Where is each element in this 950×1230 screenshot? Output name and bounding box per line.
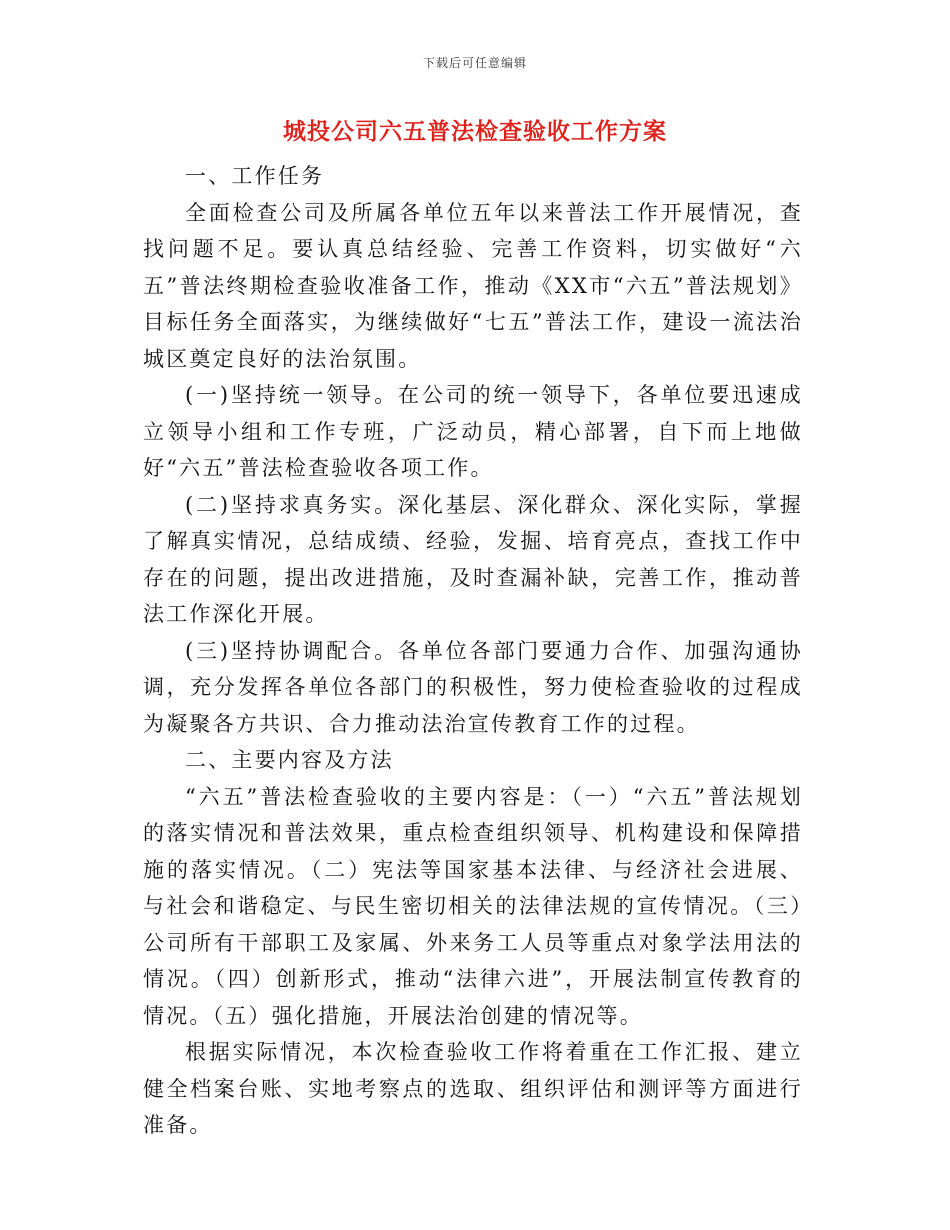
section-heading-tasks: 一、工作任务 — [185, 164, 325, 188]
paragraph-overview: 全面检查公司及所属各单位五年以来普法工作开展情况，查找问题不足。要认真总结经验、完善工作资料，切实做好“六五”普法终期检查验收准备工作，推动《XX市“六五”普法规划》目标任务全面落实，为继续做好“七五”普法工作，建设一流法治城区奠定良好的法治氛围。 — [143, 200, 803, 371]
paragraph-unified-leadership: (一)坚持统一领导。在公司的统一领导下，各单位要迅速成立领导小组和工作专班，广泛动员，精心部署，自下而上地做好“六五”普法检查验收各项工作。 — [143, 383, 803, 480]
paragraph-coordination: (三)坚持协调配合。各单位各部门要通力合作、加强沟通协调，充分发挥各单位各部门的积极性，努力使检查验收的过程成为凝聚各方共识、合力推动法治宣传教育工作的过程。 — [143, 638, 803, 736]
paragraph-main-content: “六五”普法检查验收的主要内容是：（一）“六五”普法规划的落实情况和普法效果，重点检查组织领导、机构建设和保障措施的落实情况。（二）宪法等国家基本法律、与经济社会进展、与社会和谐稳定、与民生密切相关的法律法规的宣传情况。（三）公司所有干部职工及家属、外来务工人员等重点对象学法用法的情况。（四）创新形式，推动“法律六进”，开展法制宣传教育的情况。（五）强化措施，开展法治创建的情况等。 — [143, 784, 803, 1028]
section-heading-content-methods: 二、主要内容及方法 — [185, 748, 394, 772]
paragraph-preparation: 根据实际情况，本次检查验收工作将着重在工作汇报、建立健全档案台账、实地考察点的选取、组织评估和测评等方面进行准备。 — [143, 1040, 803, 1137]
header-note: 下载后可任意编辑 — [422, 56, 527, 70]
paragraph-pragmatism: (二)坚持求真务实。深化基层、深化群众、深化实际，掌握了解真实情况，总结成绩、经验，发掘、培育亮点，查找工作中存在的问题，提出改进措施，及时查漏补缺，完善工作，推动普法工作深化开展。 — [143, 492, 803, 626]
document-body — [143, 158, 803, 1144]
document-title: 城投公司六五普法检查验收工作方案 — [283, 118, 667, 145]
